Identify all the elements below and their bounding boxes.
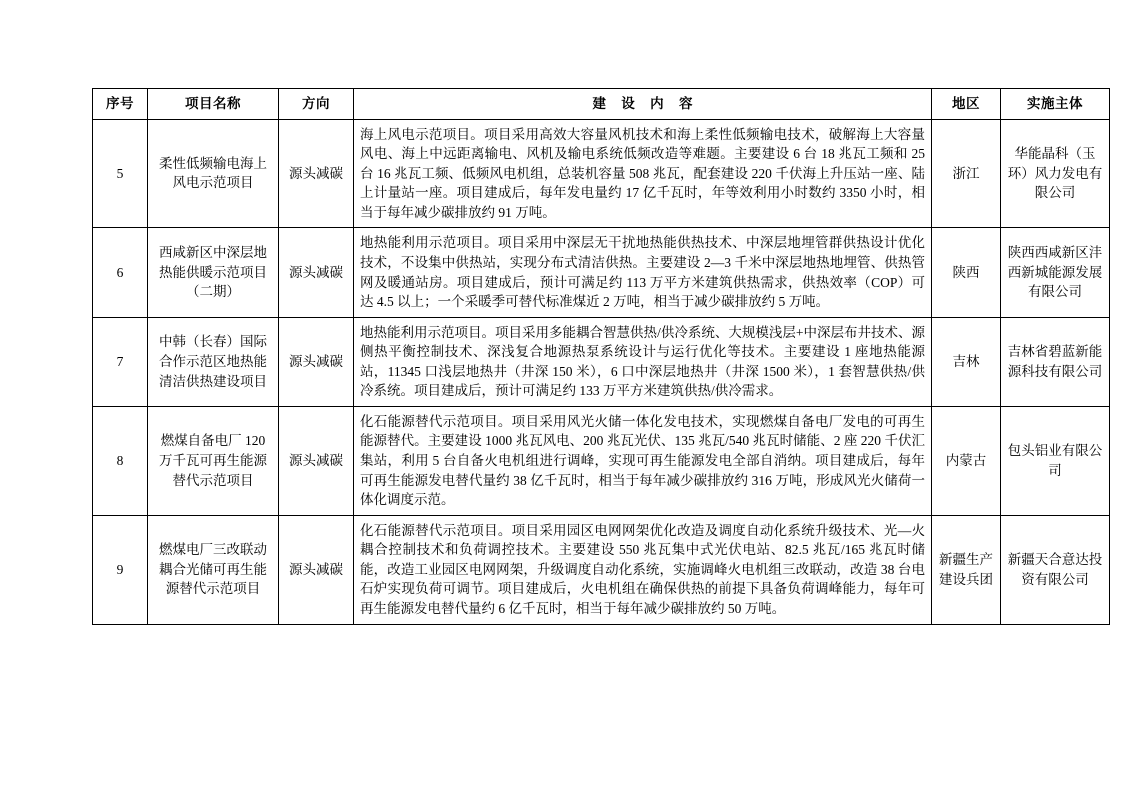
table-row [93, 317, 1110, 406]
table-row [93, 119, 1110, 228]
cell-project-name: 燃煤电厂三改联动耦合光储可再生能源替代示范项目 [148, 515, 279, 624]
cell-subject: 华能晶科（玉环）风力发电有限公司 [1001, 119, 1110, 228]
column-header-direction: 方向 [279, 89, 354, 120]
cell-project-name: 燃煤自备电厂 120 万千瓦可再生能源替代示范项目 [148, 406, 279, 515]
cell-content: 化石能源替代示范项目。项目采用风光火储一体化发电技术，实现燃煤自备电厂发电的可再生能源替代。主要建设 1000 兆瓦风电、200 兆瓦光伏、135 兆瓦/540 兆瓦时储能、2 座 220 千伏汇集站，利用 5 台自备火电机组进行调峰，实现可再生能源发电全部自消纳。项目建成后，每年可再生能源发电替代量约 38 亿千瓦时，相当于每年减少碳排放约 316 万吨，形成风光火储荷一体化调度示范。 [354, 406, 932, 515]
column-header-content-label: 建 设 内 容 [592, 96, 699, 111]
cell-subject: 吉林省碧蓝新能源科技有限公司 [1001, 317, 1110, 406]
cell-direction: 源头减碳 [279, 406, 354, 515]
cell-direction: 源头减碳 [279, 317, 354, 406]
cell-seq: 5 [93, 119, 148, 228]
cell-subject: 包头铝业有限公司 [1001, 406, 1110, 515]
column-header-subject: 实施主体 [1001, 89, 1110, 120]
cell-content: 化石能源替代示范项目。项目采用园区电网网架优化改造及调度自动化系统升级技术、光—火耦合控制技术和负荷调控技术。主要建设 550 兆瓦集中式光伏电站、82.5 兆瓦/165 兆瓦时储能，改造工业园区电网网架，升级调度自动化系统，实施调峰火电机组三改联动，改造 38 台电石炉实现负荷可调节。项目建成后，火电机组在确保供热的前提下具备负荷调峰能力，每年可再生能源发电替代量约 6 亿千瓦时，相当于每年减少碳排放约 50 万吨。 [354, 515, 932, 624]
cell-project-name: 西咸新区中深层地热能供暖示范项目（二期） [148, 228, 279, 317]
cell-direction: 源头减碳 [279, 119, 354, 228]
table-header [93, 89, 1110, 120]
cell-seq: 6 [93, 228, 148, 317]
cell-region: 浙江 [932, 119, 1001, 228]
table-body [93, 119, 1110, 624]
cell-content: 海上风电示范项目。项目采用高效大容量风机技术和海上柔性低频输电技术，破解海上大容量风电、海上中远距离输电、风机及输电系统低频改造等难题。主要建设 6 台 18 兆瓦工频和 25 台 16 兆瓦工频、低频风电机组，总装机容量 508 兆瓦，配套建设 220 千伏海上升压站一座、陆上计量站一座。项目建成后，每年发电量约 17 亿千瓦时，年等效利用小时数约 3350 小时，相当于每年减少碳排放约 91 万吨。 [354, 119, 932, 228]
column-header-content [354, 89, 932, 120]
cell-seq: 8 [93, 406, 148, 515]
table-row [93, 515, 1110, 624]
table-row [93, 406, 1110, 515]
cell-direction: 源头减碳 [279, 515, 354, 624]
cell-seq: 9 [93, 515, 148, 624]
table-header-row [93, 89, 1110, 120]
cell-region: 内蒙古 [932, 406, 1001, 515]
cell-content: 地热能利用示范项目。项目采用中深层无干扰地热能供热技术、中深层地埋管群供热设计优化技术，不设集中供热站，实现分布式清洁供热。主要建设 2—3 千米中深层地热地埋管、供热管网及暖通站房。项目建成后，预计可满足约 113 万平方米建筑供热需求，供热效率（COP）可达 4.5 以上；一个采暖季可替代标准煤近 2 万吨，相当于减少碳排放约 5 万吨。 [354, 228, 932, 317]
table-row [93, 228, 1110, 317]
cell-region: 陕西 [932, 228, 1001, 317]
cell-project-name: 中韩（长春）国际合作示范区地热能清洁供热建设项目 [148, 317, 279, 406]
project-table [92, 88, 1110, 625]
cell-direction: 源头减碳 [279, 228, 354, 317]
column-header-name: 项目名称 [148, 89, 279, 120]
cell-seq: 7 [93, 317, 148, 406]
cell-subject: 新疆天合意达投资有限公司 [1001, 515, 1110, 624]
cell-project-name: 柔性低频输电海上风电示范项目 [148, 119, 279, 228]
column-header-region: 地区 [932, 89, 1001, 120]
cell-subject: 陕西西咸新区沣西新城能源发展有限公司 [1001, 228, 1110, 317]
column-header-seq: 序号 [93, 89, 148, 120]
cell-content: 地热能利用示范项目。项目采用多能耦合智慧供热/供冷系统、大规模浅层+中深层布井技术、源侧热平衡控制技术、深浅复合地源热泵系统设计与运行优化等技术。主要建设 1 座地热能源站，11345 口浅层地热井（井深 150 米），6 口中深层地热井（井深 1500 米），1 套智慧供热/供冷系统。项目建成后，预计可满足约 133 万平方米建筑供热/供冷需求。 [354, 317, 932, 406]
cell-region: 新疆生产建设兵团 [932, 515, 1001, 624]
cell-region: 吉林 [932, 317, 1001, 406]
